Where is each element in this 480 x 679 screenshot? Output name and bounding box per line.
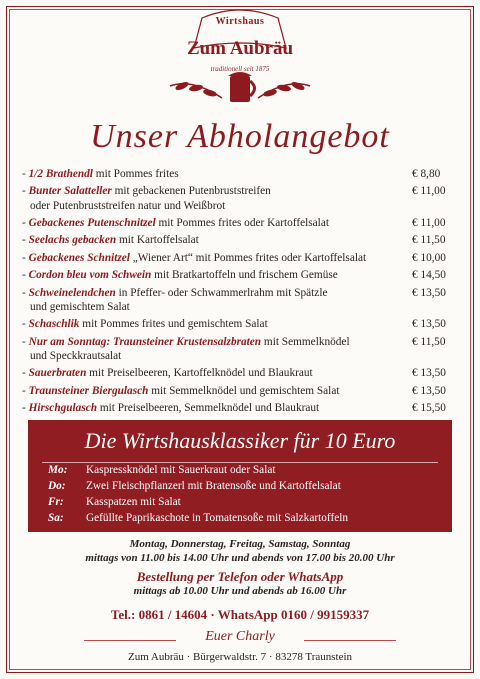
menu-item [22, 286, 464, 314]
banner-title: Die Wirtshausklassiker für 10 Euro [84, 428, 396, 453]
classic-row [48, 462, 348, 478]
menu-item-text: - Hirschgulasch mit Preiselbeeren, Semmelknödel und Blaukraut [22, 401, 320, 414]
dish-description-line2: und Speckkrautsalat [30, 349, 122, 362]
menu-item-text: - Nur am Sonntag: Traunsteiner Krustensalzbraten mit Semmelknödel und Speckkrautsalat [22, 335, 350, 362]
menu-item [22, 251, 464, 265]
dish-name: Hirschgulasch [28, 401, 98, 414]
menu-item [22, 233, 464, 247]
menu-item [22, 335, 464, 363]
dish-price: € 13,50 [412, 318, 446, 331]
opening-hours [0, 537, 480, 565]
menu-item [22, 401, 464, 415]
order-times: mittags ab 10.00 Uhr und abends ab 16.00 Uhr [133, 585, 347, 597]
menu-item [22, 216, 464, 230]
classic-day: Do: [48, 480, 66, 492]
dish-description: mit Preiselbeeren, Kartoffelknödel und Blaukraut [86, 367, 313, 380]
menu-item-text: - Sauerbraten mit Preiselbeeren, Kartoffelknödel und Blaukraut [22, 367, 313, 380]
dish-price: € 10,00 [412, 251, 446, 264]
headline: Unser Abholangebot [90, 118, 390, 155]
dish-description: mit Bratkartoffeln und frischem Gemüse [151, 269, 338, 282]
dish-name: Traunsteiner Biergulasch [28, 384, 149, 397]
dish-description: mit Pommes frites und gemischtem Salat [79, 318, 268, 331]
menu-item [22, 384, 464, 398]
dish-name: Gebackenes Schnitzel [28, 251, 130, 264]
menu-item-text: - Cordon bleu vom Schwein mit Bratkartoffeln und frischem Gemüse [22, 269, 338, 282]
classics-banner [28, 420, 452, 532]
menu-item [22, 366, 464, 380]
dish-price: € 13,50 [412, 367, 446, 380]
dish-name: Gebackenes Putenschnitzel [28, 216, 156, 229]
opening-days: Montag, Donnerstag, Freitag, Samstag, Sonntag [129, 538, 351, 550]
dish-price: € 8,80 [412, 168, 441, 180]
dish-description: mit Semmelknödel [261, 335, 350, 348]
dish-description: „Wiener Art“ mit Pommes frites oder Kartoffelsalat [129, 251, 367, 264]
dish-price: € 11,00 [412, 216, 446, 229]
classic-dish: Kasspatzen mit Salat [86, 496, 181, 508]
dish-name: Schaschlik [28, 318, 80, 331]
classic-row [48, 494, 348, 510]
menu-item-text: - Gebackenes Putenschnitzel mit Pommes frites oder Kartoffelsalat [22, 216, 329, 229]
menu-item-text: - Seelachs gebacken mit Kartoffelsalat [22, 234, 199, 247]
dish-name: Sauerbraten [28, 367, 87, 380]
order-title: Bestellung per Telefon oder WhatsApp [136, 569, 344, 584]
classic-dish: Kaspressknödel mit Sauerkraut oder Salat [86, 464, 276, 476]
dish-description-line2: oder Putenbruststreifen natur und Weißbrot [30, 199, 226, 212]
dish-description: mit Preiselbeeren, Semmelknödel und Blaukraut [97, 401, 320, 414]
menu-item-text: - Schaschlik mit Pommes frites und gemischtem Salat [22, 318, 268, 331]
dish-price: € 15,50 [412, 401, 446, 414]
address: Zum Aubräu · Bürgerwaldstr. 7 · 83278 Traunstein [127, 651, 353, 663]
dish-description: mit Kartoffelsalat [116, 234, 199, 247]
menu-item-text: - Schweinelendchen in Pfeffer- oder Schwammerlrahm mit Spätzle und gemischtem Salat [22, 286, 328, 313]
classic-dish: Gefüllte Paprikaschote in Tomatensoße mit Salzkartoffeln [86, 512, 349, 524]
classic-dish: Zwei Fleischpflanzerl mit Bratensoße und Kartoffelsalat [86, 480, 341, 492]
dish-price: € 11,00 [412, 185, 446, 198]
signature: Euer Charly [205, 629, 275, 644]
dish-price: € 14,50 [412, 269, 446, 282]
logo-top-text: Wirtshaus [215, 16, 265, 27]
dish-price: € 13,50 [412, 384, 446, 397]
classic-day: Sa: [48, 512, 64, 524]
menu-list [22, 167, 464, 418]
dish-name: Bunter Salatteller [28, 185, 112, 198]
dish-price: € 11,50 [412, 335, 446, 348]
dish-description: mit gebackenen Putenbruststreifen [111, 185, 271, 198]
dish-name: Seelachs gebacken [28, 234, 117, 247]
dish-name: Cordon bleu vom Schwein [28, 269, 152, 282]
logo-subtitle: traditionell seit 1875 [210, 65, 270, 73]
menu-item [22, 268, 464, 282]
menu-item-text: - Bunter Salatteller mit gebackenen Putenbruststreifen oder Putenbruststreifen natur und Weißbrot [22, 185, 271, 212]
logo-name: Zum Aubräu [186, 38, 294, 59]
dish-name: 1/2 Brathendl [28, 168, 93, 180]
classic-day: Fr: [48, 496, 64, 508]
menu-item [22, 184, 464, 212]
classic-day: Mo: [48, 464, 68, 476]
dish-description: in Pfeffer- oder Schwammerlrahm mit Spätzle [115, 286, 328, 299]
classic-row [48, 510, 348, 526]
dish-price: € 13,50 [412, 286, 446, 299]
classic-row [48, 478, 348, 494]
phone-line[interactable]: Tel.: 0861 / 14604 · WhatsApp 0160 / 99159337 [110, 607, 370, 622]
logo [162, 8, 318, 110]
dish-price: € 11,50 [412, 234, 446, 247]
dish-name: Schweinelendchen [28, 286, 116, 299]
banner-rows [48, 462, 348, 526]
dish-description-line2: und gemischtem Salat [30, 300, 130, 313]
dish-description: mit Pommes frites oder Kartoffelsalat [155, 216, 329, 229]
dish-description: mit Semmelknödel und gemischtem Salat [148, 384, 340, 397]
dish-description: mit Pommes frites [92, 168, 179, 180]
menu-item [22, 167, 464, 181]
menu-item-text: - 1/2 Brathendl mit Pommes frites [22, 168, 179, 180]
dish-name: Nur am Sonntag: Traunsteiner Krustensalzbraten [28, 335, 262, 348]
menu-item-text: - Gebackenes Schnitzel „Wiener Art“ mit Pommes frites oder Kartoffelsalat [22, 251, 367, 264]
opening-times: mittags von 11.00 bis 14.00 Uhr und abends von 17.00 bis 20.00 Uhr [85, 552, 395, 564]
menu-item-text: - Traunsteiner Biergulasch mit Semmelknödel und gemischtem Salat [22, 384, 340, 397]
menu-item [22, 317, 464, 331]
